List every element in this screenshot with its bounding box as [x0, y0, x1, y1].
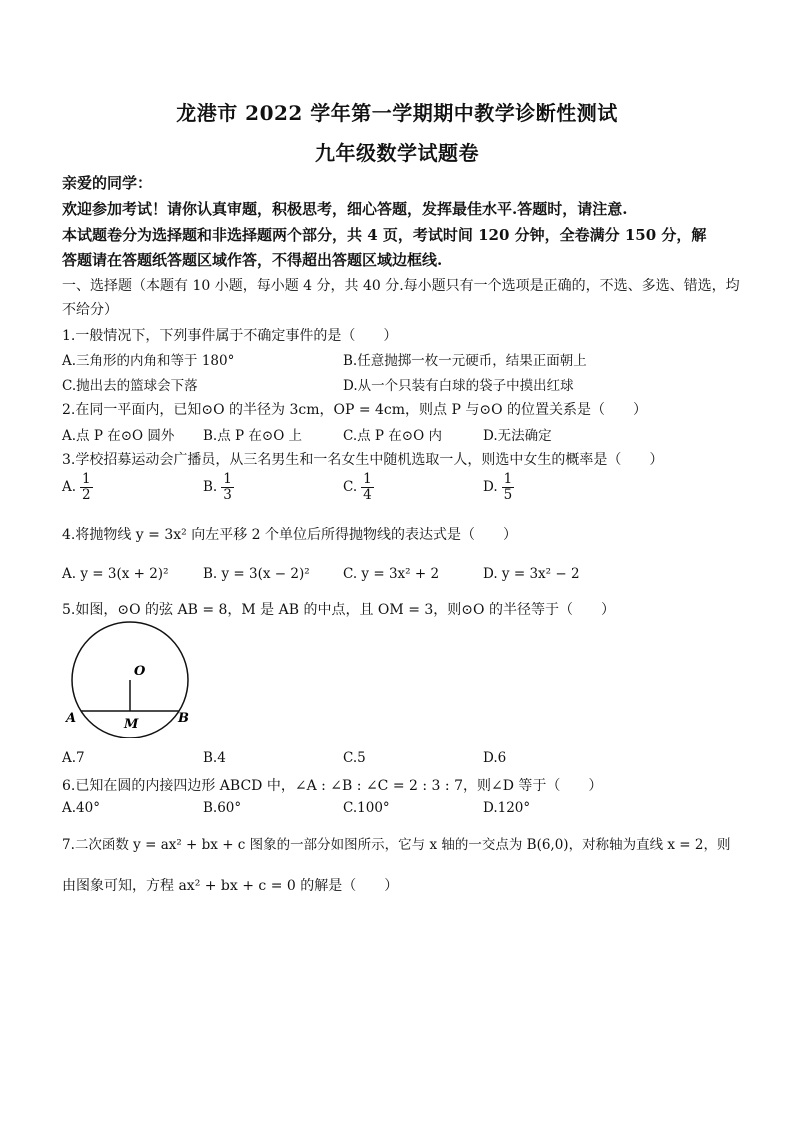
option-label: C. [343, 478, 358, 495]
question-4-option-a: A. y = 3(x + 2)² [62, 566, 169, 582]
question-1-option-b: B.任意抛掷一枚一元硬币，结果正面朝上 [343, 353, 587, 369]
question-2-option-d: D.无法确定 [483, 428, 552, 444]
intro-line-1: 欢迎参加考试！请你认真审题，积极思考，细心答题，发挥最佳水平.答题时，请注意. [62, 200, 628, 218]
question-1-option-a: A.三角形的内角和等于 180° [62, 353, 235, 369]
question-4-option-b: B. y = 3(x − 2)² [203, 566, 310, 582]
question-3-stem: 3.学校招募运动会广播员，从三名男生和一名女生中随机选取一人，则选中女生的概率是（ ） [62, 452, 664, 468]
question-6-stem: 6.已知在圆的内接四边形 ABCD 中，∠A : ∠B : ∠C = 2 : 3 : 7，则∠D 等于（ ） [62, 778, 603, 794]
question-5-option-d: D.6 [483, 750, 507, 766]
question-1-stem: 1.一般情况下，下列事件属于不确定事件的是（ ） [62, 328, 398, 344]
question-6-option-c: C.100° [343, 800, 390, 816]
question-1-option-c: C.抛出去的篮球会下落 [62, 378, 198, 394]
question-2-stem: 2.在同一平面内，已知⊙O 的半径为 3cm，OP = 4cm，则点 P 与⊙O 的位置关系是（ ） [62, 402, 648, 418]
label-o: O [134, 664, 146, 679]
question-2-option-b: B.点 P 在⊙O 上 [203, 428, 303, 444]
denominator: 3 [223, 486, 232, 503]
question-2-option-c: C.点 P 在⊙O 内 [343, 428, 442, 444]
exam-subtitle: 九年级数学试题卷 [315, 141, 479, 165]
numerator: 1 [363, 471, 372, 487]
numerator: 1 [82, 471, 91, 487]
question-5-option-c: C.5 [343, 750, 366, 766]
label-a: A [66, 711, 77, 726]
label-m: M [124, 717, 139, 732]
question-3-option-c [343, 472, 374, 503]
circle-figure [60, 618, 200, 742]
option-label: D. [483, 478, 498, 495]
greeting: 亲爱的同学： [62, 174, 153, 192]
option-label: B. [203, 478, 218, 495]
question-6-option-d: D.120° [483, 800, 531, 816]
question-6-option-b: B.60° [203, 800, 242, 816]
fraction [80, 472, 93, 503]
denominator: 5 [503, 486, 513, 503]
numerator: 1 [503, 471, 513, 487]
intro-line-3: 答题请在答题纸答题区域作答，不得超出答题区域边框线. [62, 251, 443, 269]
question-1-option-d: D.从一个只装有白球的袋子中摸出红球 [343, 378, 574, 394]
question-2-option-a: A.点 P 在⊙O 圆外 [62, 428, 175, 444]
question-5-option-a: A.7 [62, 750, 85, 766]
denominator: 2 [82, 486, 91, 503]
fraction [361, 472, 374, 503]
question-5-option-b: B.4 [203, 750, 226, 766]
question-4-stem: 4.将抛物线 y = 3x² 向左平移 2 个单位后所得抛物线的表达式是（ ） [62, 527, 518, 543]
intro-line-2: 本试题卷分为选择题和非选择题两个部分，共 4 页，考试时间 120 分钟，全卷满分 150 分，解 [62, 226, 707, 244]
question-3-option-b [203, 472, 234, 503]
question-4-option-c: C. y = 3x² + 2 [343, 566, 440, 582]
denominator: 4 [363, 486, 372, 503]
question-4-option-d: D. y = 3x² − 2 [483, 566, 580, 582]
label-b: B [178, 711, 189, 726]
fraction [221, 472, 234, 503]
fraction [502, 472, 515, 503]
option-label: A. [62, 478, 77, 495]
question-7-stem-line-2: 由图象可知，方程 ax² + bx + c = 0 的解是（ ） [62, 878, 399, 894]
question-6-option-a: A.40° [62, 800, 100, 816]
question-3-option-d [483, 472, 514, 503]
numerator: 1 [223, 471, 232, 487]
section-instructions-line-1: 一、选择题（本题有 10 小题，每小题 4 分，共 40 分.每小题只有一个选项是正确的，不选、多选、错选，均 [62, 278, 740, 294]
exam-title: 龙港市 2022 学年第一学期期中教学诊断性测试 [176, 101, 618, 125]
question-7-stem-line-1: 7.二次函数 y = ax² + bx + c 图象的一部分如图所示，它与 x 轴的一交点为 B(6,0)，对称轴为直线 x = 2，则 [62, 837, 731, 853]
section-instructions-line-2: 不给分） [62, 302, 118, 318]
question-5-stem: 5.如图，⊙O 的弦 AB = 8，M 是 AB 的中点，且 OM = 3，则⊙O 的半径等于（ ） [62, 602, 615, 618]
question-3-option-a [62, 472, 93, 503]
